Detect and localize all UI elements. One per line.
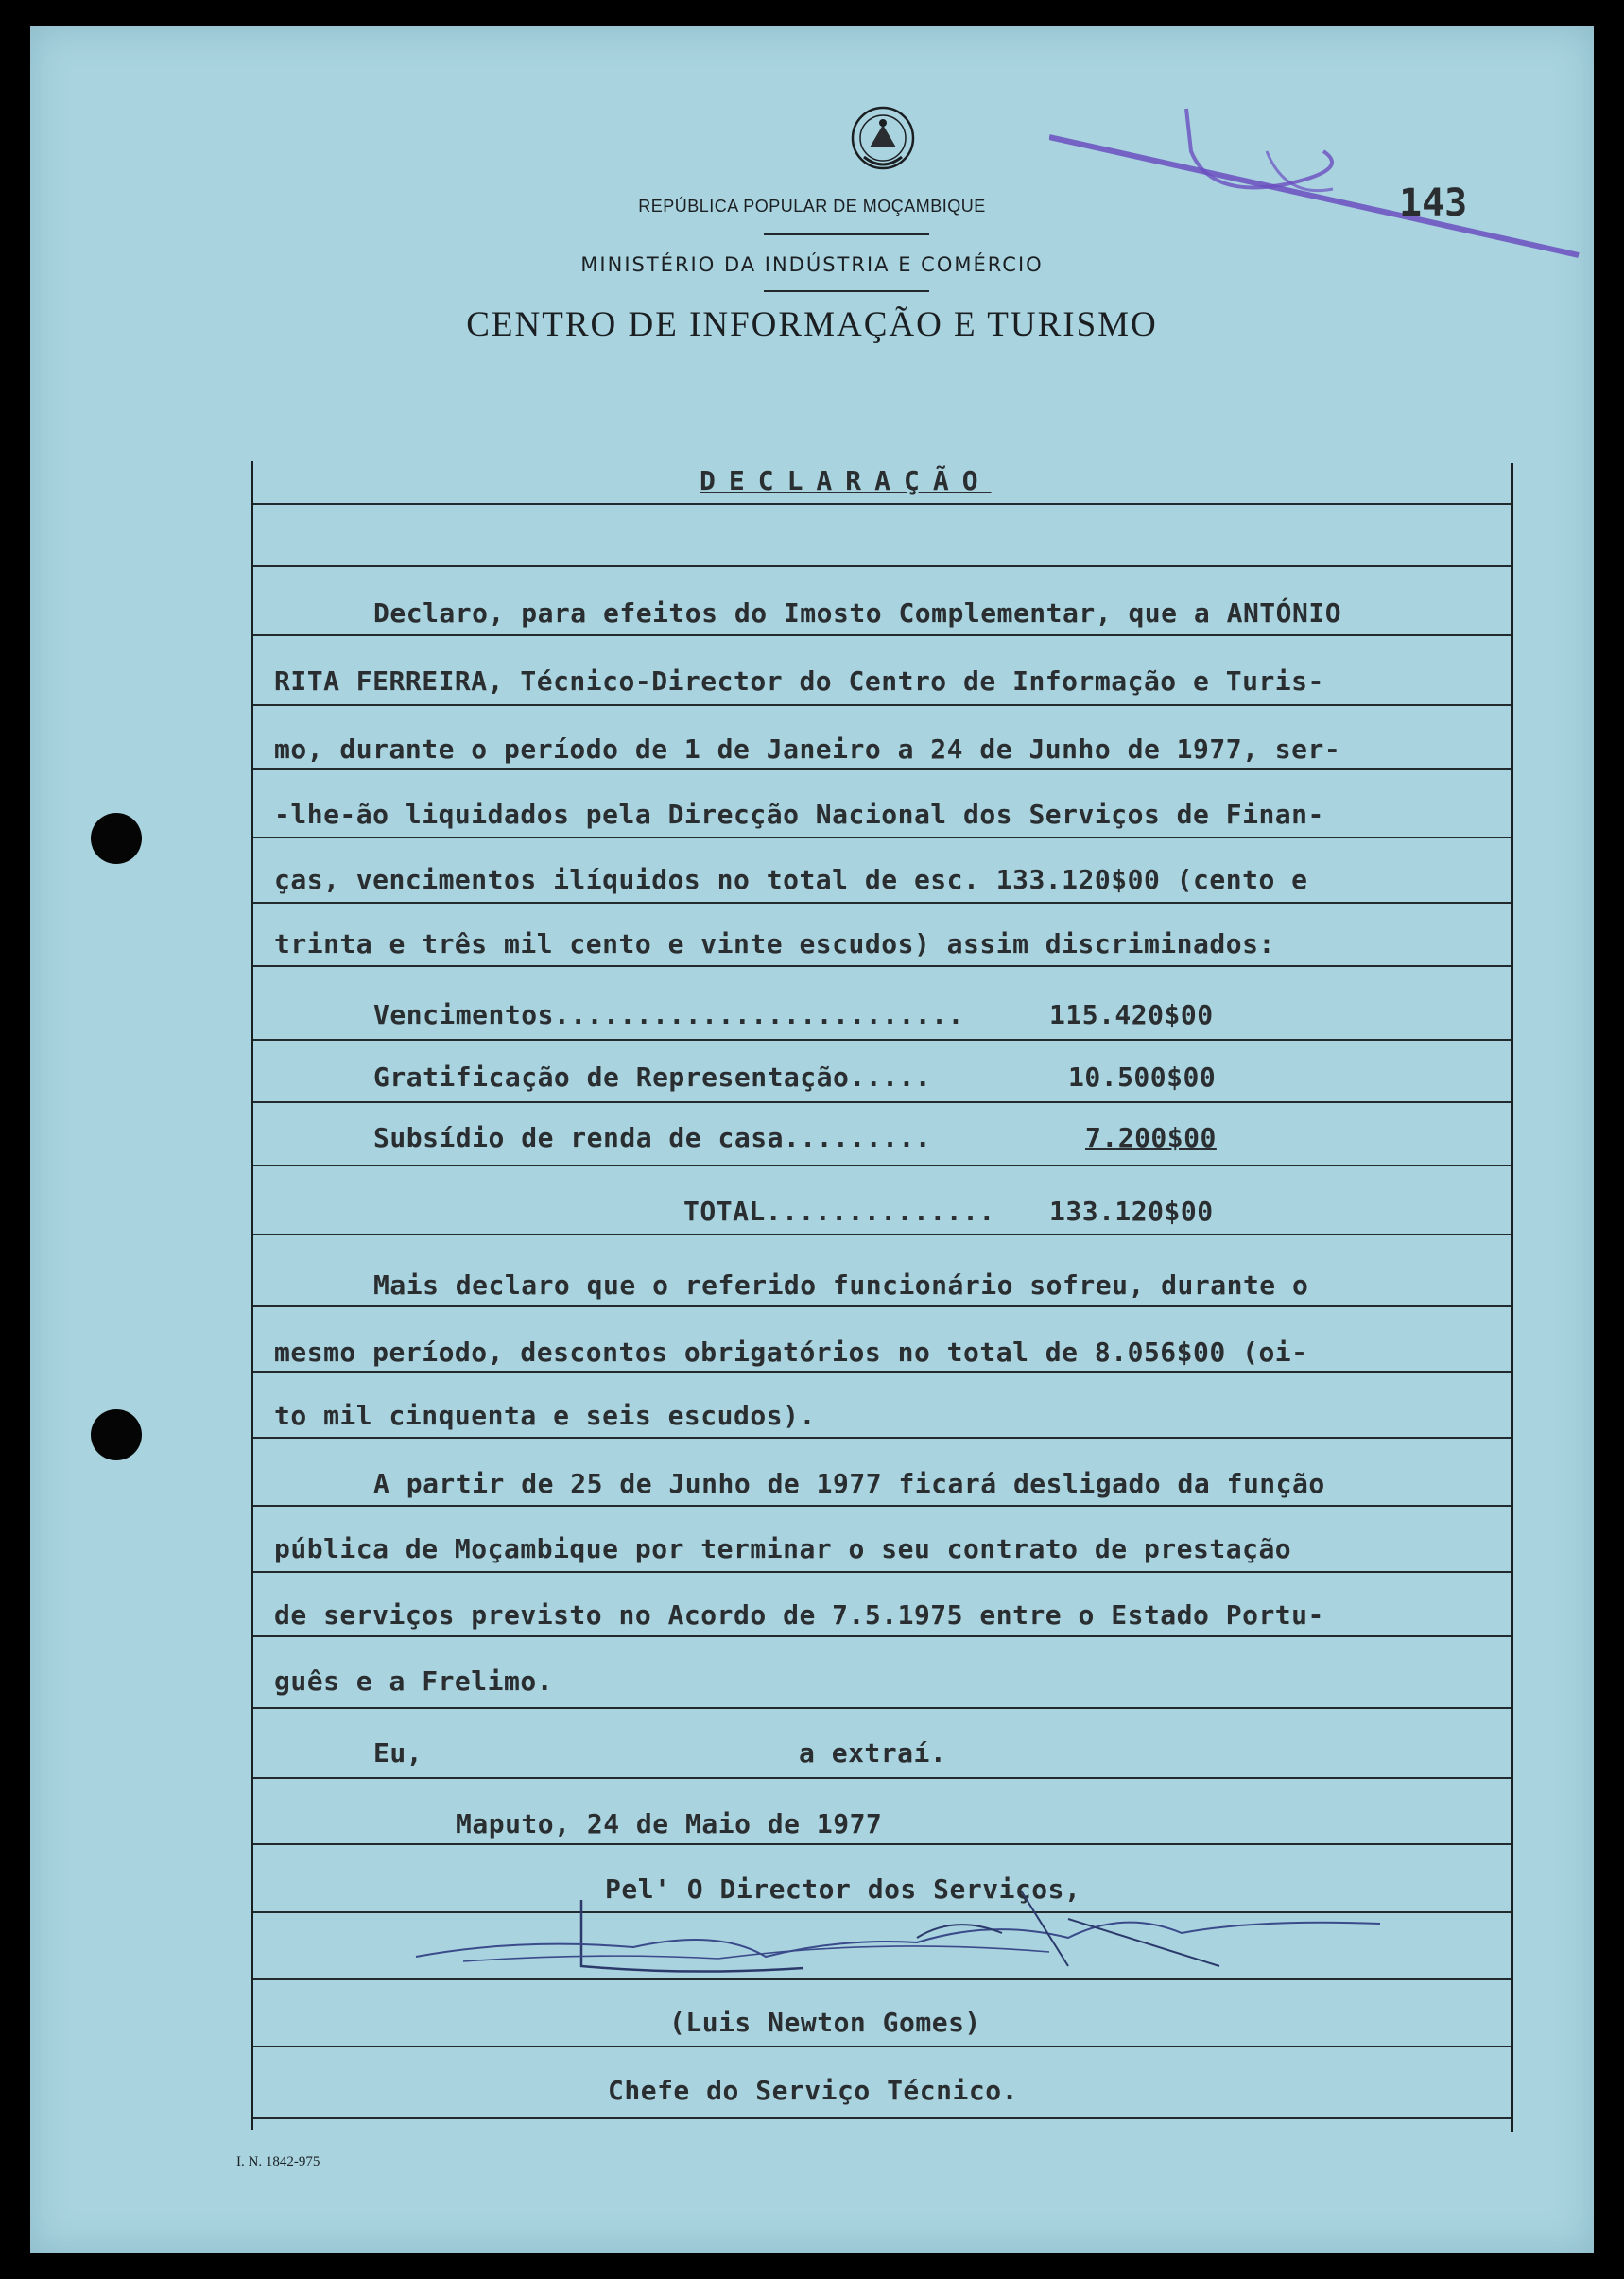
- body-line: Mais declaro que o referido funcionário sofreu, durante o: [373, 1269, 1309, 1301]
- republic-heading: REPÚBLICA POPULAR DE MOÇAMBIQUE: [638, 197, 986, 216]
- body-line: mo, durante o período de 1 de Janeiro a 24 de Junho de 1977, ser-: [274, 734, 1341, 765]
- coat-of-arms-emblem: [849, 104, 917, 180]
- total-value: 133.120$00: [1049, 1196, 1214, 1227]
- body-line: pública de Moçambique por terminar o seu contrato de prestação: [274, 1533, 1292, 1564]
- for-director-line: Pel' O Director dos Serviços,: [605, 1873, 1081, 1905]
- ruled-line: [253, 1437, 1511, 1439]
- ruled-line: [253, 1777, 1511, 1779]
- ruled-line: [253, 1371, 1511, 1373]
- place-date: Maputo, 24 de Maio de 1977: [456, 1808, 883, 1839]
- signatory-name: (Luis Newton Gomes): [669, 2007, 981, 2038]
- item-value: 115.420$00: [1049, 999, 1214, 1030]
- ruled-line: [253, 2046, 1511, 2047]
- ministry-heading: MINISTÉRIO DA INDÚSTRIA E COMÉRCIO: [580, 253, 1044, 276]
- body-line: trinta e três mil cento e vinte escudos) assim discriminados:: [274, 928, 1275, 959]
- item-value: 7.200$00: [1085, 1122, 1217, 1153]
- signatory-position: Chefe do Serviço Técnico.: [608, 2075, 1018, 2106]
- eu-label: Eu,: [373, 1737, 423, 1769]
- item-value: 10.500$00: [1068, 1062, 1217, 1093]
- center-heading: CENTRO DE INFORMAÇÃO E TURISMO: [466, 305, 1158, 344]
- ruled-line: [253, 503, 1511, 505]
- body-line: mesmo período, descontos obrigatórios no total de 8.056$00 (oi-: [274, 1337, 1308, 1368]
- extrai-label: a extraí.: [799, 1737, 947, 1769]
- ruled-line: [253, 902, 1511, 904]
- document-title: DECLARAÇÃO: [700, 465, 992, 496]
- ruled-line: [253, 1505, 1511, 1507]
- ruled-line: [253, 565, 1511, 567]
- ruled-line: [253, 1101, 1511, 1103]
- print-reference: I. N. 1842-975: [236, 2154, 320, 2169]
- body-line: guês e a Frelimo.: [274, 1666, 554, 1697]
- body-line: A partir de 25 de Junho de 1977 ficará desligado da função: [373, 1468, 1325, 1499]
- form-border-right: [1511, 463, 1513, 2132]
- header-divider: [764, 290, 929, 292]
- body-line: to mil cinquenta e seis escudos).: [274, 1400, 816, 1431]
- body-line: RITA FERREIRA, Técnico-Director do Centro de Informação e Turis-: [274, 665, 1324, 697]
- handwritten-signature: [406, 1881, 1390, 1994]
- ruled-line: [253, 2117, 1511, 2119]
- ruled-line: [253, 634, 1511, 636]
- body-line: -lhe-ão liquidados pela Direcção Nacional dos Serviços de Finan-: [274, 799, 1324, 830]
- item-label: Gratificação de Representação.....: [373, 1062, 932, 1093]
- ruled-line: [253, 1305, 1511, 1307]
- form-border-left: [251, 461, 253, 2130]
- body-line: Declaro, para efeitos do Imosto Complementar, que a ANTÓNIO: [373, 597, 1342, 629]
- stamp-number: 143: [1399, 181, 1468, 225]
- ruled-line: [253, 1843, 1511, 1845]
- item-label: Vencimentos.........................: [373, 999, 964, 1030]
- ruled-line: [253, 704, 1511, 706]
- ruled-line: [253, 1571, 1511, 1573]
- ruled-line: [253, 768, 1511, 770]
- ruled-line: [253, 1234, 1511, 1235]
- ruled-line: [253, 837, 1511, 838]
- ruled-line: [253, 1039, 1511, 1041]
- total-label: TOTAL..............: [683, 1196, 995, 1227]
- header-divider: [764, 233, 929, 235]
- ruled-line: [253, 1165, 1511, 1166]
- punch-hole: [91, 813, 142, 864]
- registration-stamp: [1049, 95, 1598, 284]
- ruled-line: [253, 965, 1511, 967]
- body-line: de serviços previsto no Acordo de 7.5.1975 entre o Estado Portu-: [274, 1599, 1324, 1631]
- ruled-line: [253, 1707, 1511, 1709]
- body-line: ças, vencimentos ilíquidos no total de esc. 133.120$00 (cento e: [274, 864, 1308, 895]
- punch-hole: [91, 1409, 142, 1460]
- item-label: Subsídio de renda de casa.........: [373, 1122, 932, 1153]
- ruled-line: [253, 1635, 1511, 1637]
